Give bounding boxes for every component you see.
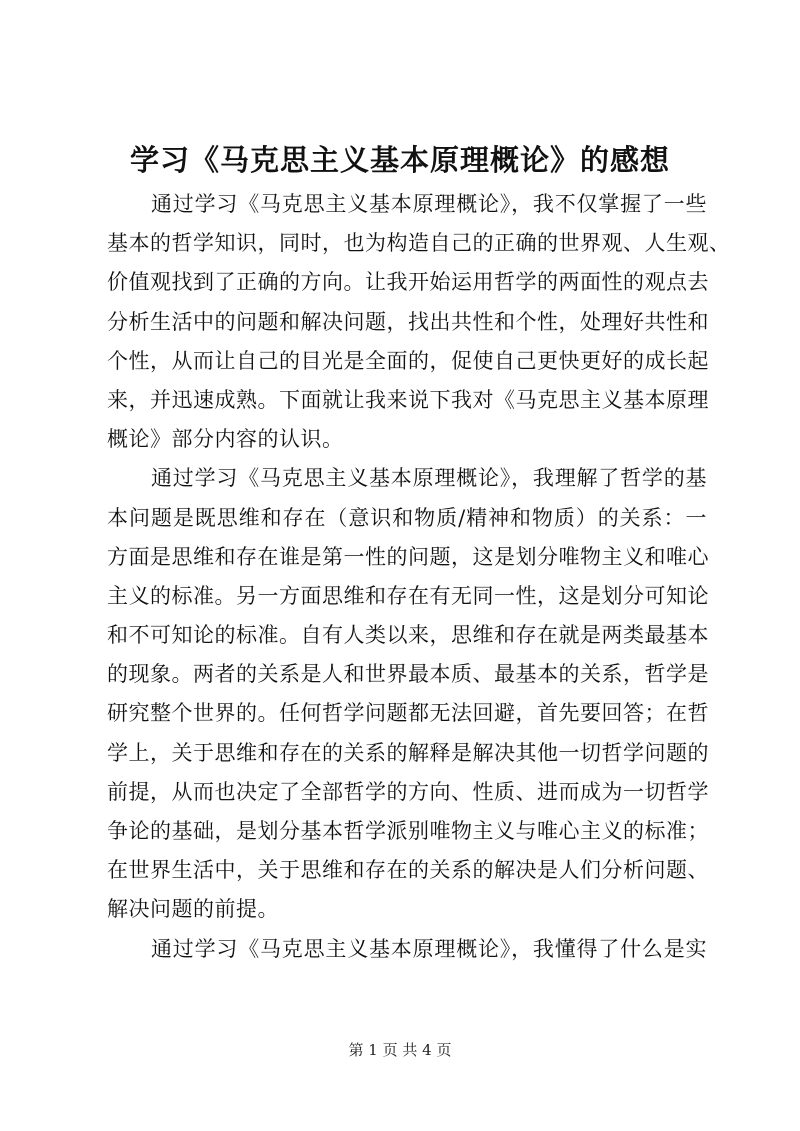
body-line: 概论》部分内容的认识。 [107,427,344,452]
body-line: 基本的哲学知识，同时，也为构造自己的正确的世界观、人生观、 [107,231,731,256]
body-line: 主义的标准。另一方面思维和存在有无同一性，这是划分可知论 [107,583,709,608]
body-line: 在世界生活中，关于思维和存在的关系的解决是人们分析问题、 [107,858,709,883]
body-line: 通过学习《马克思主义基本原理概论》，我不仅掌握了一些 [151,192,707,216]
body-line: 通过学习《马克思主义基本原理概论》，我懂得了什么是实 [151,936,707,961]
body-line: 分析生活中的问题和解决问题，找出共性和个性，处理好共性和 [107,309,709,334]
document-title: 学习《马克思主义基本原理概论》的感想 [129,143,670,177]
body-line: 学上，关于思维和存在的关系的解释是解决其他一切哲学问题的 [107,740,709,765]
document-body [107,185,731,969]
body-line: 争论的基础，是划分基本哲学派别唯物主义与唯心主义的标准； [107,819,709,843]
body-line: 通过学习《马克思主义基本原理概论》，我理解了哲学的基 [151,466,707,491]
body-line: 前提，从而也决定了全部哲学的方向、性质、进而成为一切哲学 [107,779,709,804]
body-line: 来，并迅速成熟。下面就让我来说下我对《马克思主义基本原理 [107,387,709,412]
body-line: 个性，从而让自己的目光是全面的，促使自己更快更好的成长起 [107,348,709,373]
body-line: 解决问题的前提。 [107,897,279,922]
body-line: 方面是思维和存在谁是第一性的问题，这是划分唯物主义和唯心 [107,544,709,569]
body-line: 的现象。两者的关系是人和世界最本质、最基本的关系，哲学是 [107,662,709,687]
body-line: 本问题是既思维和存在（意识和物质/精神和物质）的关系：一 [107,505,707,530]
body-line: 价值观找到了正确的方向。让我开始运用哲学的两面性的观点去 [107,270,709,295]
body-line: 和不可知论的标准。自有人类以来，思维和存在就是两类最基本 [107,623,709,648]
page-footer: 第 1 页 共 4 页 [348,1041,452,1059]
body-line: 研究整个世界的。任何哲学问题都无法回避，首先要回答；在哲 [107,701,709,726]
